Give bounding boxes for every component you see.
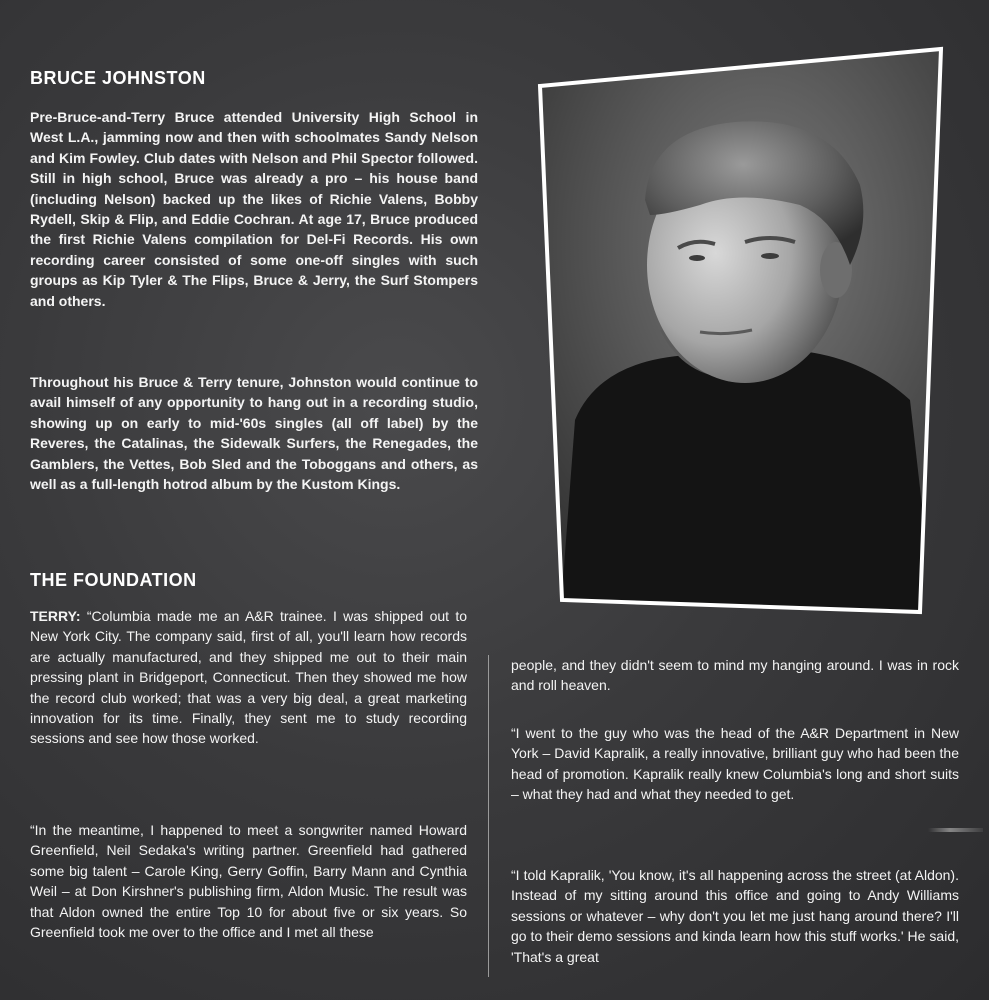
section-heading-bruce-johnston: BRUCE JOHNSTON xyxy=(30,68,206,88)
bruce-johnston-paragraph-2: Throughout his Bruce & Terry tenure, Johnston would continue to avail himself of any opportunity to hang out in a recording studio, showing up on early to mid-'60s singles (all off label) by the Reveres, the Catalinas, the Sidewalk Surfers, the Renegades, the Gamblers, the Vettes, Bob Sled and the Toboggans and others, as well as a full-length hotrod album by the Kustom Kings. xyxy=(30,374,478,493)
section-heading-the-foundation: THE FOUNDATION xyxy=(30,570,197,590)
column2-paragraph-1: people, and they didn't seem to mind my hanging around. I was in rock and roll heaven. xyxy=(511,657,959,694)
column2-paragraph-3: “I told Kapralik, 'You know, it's all happening across the street (at Aldon). Instead of my sitting around this office and going to Andy Williams sessions or whatever – why don't you let me just hang around there? I'll go to their demo sessions and kinda learn how this stuff works.' He said, 'That's a great xyxy=(511,867,959,965)
column2-paragraph-2: “I went to the guy who was the head of the A&R Department in New York – David Kapralik, a really innovative, brilliant guy who had been the head of promotion. Kapralik really knew Columbia's long and short suits – what they had and what they needed to get. xyxy=(511,725,959,803)
bruce-johnston-paragraph-1: Pre-Bruce-and-Terry Bruce attended University High School in West L.A., jamming now and then with schoolmates Sandy Nelson and Kim Fowley. Club dates with Nelson and Phil Spector followed. Still in high school, Bruce was already a pro – his house band (including Nelson) backed up the likes of Richie Valens, Bobby Rydell, Skip & Flip, and Eddie Cochran. At age 17, Bruce produced the first Richie Valens compilation for Del-Fi Records. His own recording career consisted of some one-off singles with such groups as Kip Tyler & The Flips, Bruce & Jerry, the Surf Stompers and others. xyxy=(30,109,478,309)
foundation-paragraph-2: “In the meantime, I happened to meet a songwriter named Howard Greenfield, Neil Sedaka's writing partner. Greenfield had gathered some big talent – Carole King, Gerry Goffin, Barry Mann and Cynthia Weil – at Don Kirshner's publishing firm, Aldon Music. The result was that Aldon owned the entire Top 10 for about five or six years. So Greenfield took me over to the office and I met all these xyxy=(30,822,467,941)
column-divider xyxy=(488,655,489,977)
foundation-paragraph-1 xyxy=(30,606,467,749)
speaker-label: TERRY: xyxy=(30,608,81,624)
foundation-paragraph-1-text: “Columbia made me an A&R trainee. I was shipped out to New York City. The company said, first of all, you'll learn how records are actually manufactured, and they shipped me out to their main pressing plant in Bridgeport, Connecticut. Then they showed me how the record club worked; that was a very big deal, a great marketing innovation for its time. Finally, they sent me to study recording sessions and see how those worked. xyxy=(30,608,467,747)
scan-smudge xyxy=(928,828,983,832)
